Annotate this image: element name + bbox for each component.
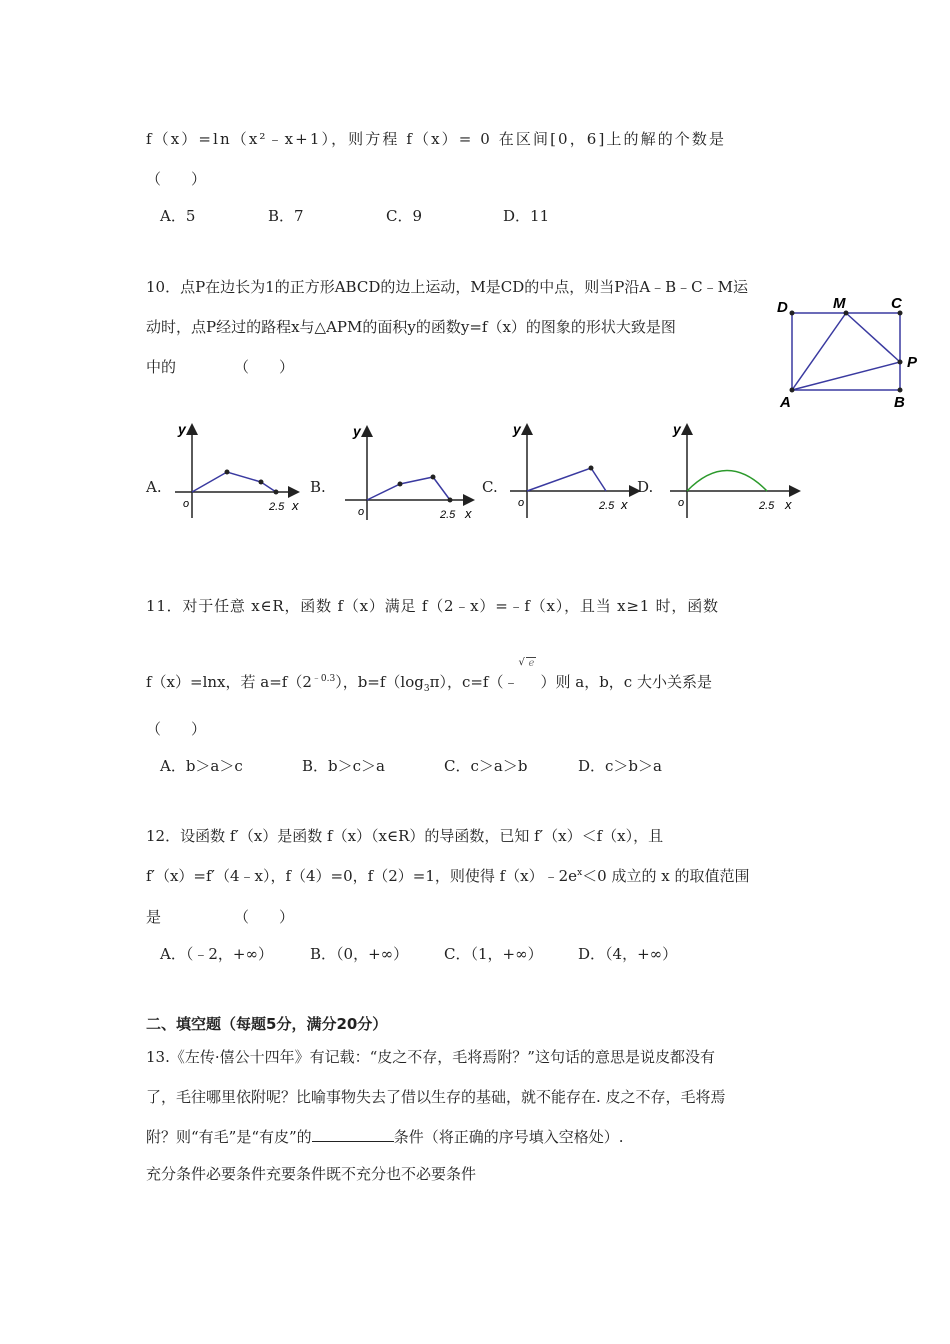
- q11-line1: 11．对于任意 x∈R，函数 f（x）满足 f（2﹣x）=﹣f（x），且当 x≥1 时，函数: [146, 597, 719, 615]
- label-b: B: [894, 394, 905, 411]
- graph-d-y: y: [673, 421, 681, 437]
- q9-paren: （ ）: [146, 170, 207, 188]
- label-a: A: [780, 394, 791, 411]
- q13-line3: [146, 1126, 623, 1147]
- q11-option-a: A．b＞a＞c: [160, 757, 243, 775]
- q11-line2: [146, 657, 712, 694]
- graph-b-y: y: [353, 423, 361, 439]
- root-radicand: e: [528, 658, 535, 669]
- q11-paren: （ ）: [146, 720, 207, 738]
- graph-d-x: x: [785, 497, 792, 512]
- square-outline: [792, 313, 900, 390]
- section2-heading: 二、填空题（每题5分，满分20分）: [146, 1015, 388, 1033]
- point-d: [790, 311, 795, 316]
- q11-line2-c: π），c=f（﹣: [429, 673, 519, 691]
- q11-line2-a: f（x）=lnx，若 a=f（2: [146, 673, 312, 691]
- q10-option-c: C.: [482, 478, 498, 496]
- graph-a-tick: 2.5: [269, 501, 285, 513]
- q9-option-d: D．11: [503, 207, 550, 225]
- q12-option-c: C．（1，+∞）: [444, 945, 543, 963]
- sqrt-e: √ e: [518, 657, 535, 669]
- graph-a-o: o: [183, 498, 190, 510]
- q12-line1: 12．设函数 f′（x）是函数 f（x）（x∈R）的导函数，已知 f′（x）＜f（x），且: [146, 827, 664, 845]
- q10-line2: 动时，点P经过的路程x与△APM的面积y的函数y=f（x）的图象的形状大致是图: [146, 318, 676, 336]
- graph-d: [660, 418, 810, 528]
- q12-line2-sup: x: [577, 868, 583, 878]
- graph-d-curve: [687, 471, 767, 492]
- q10-line3: 中的: [146, 358, 177, 376]
- square-figure: [775, 290, 935, 420]
- q13-line4: 充分条件必要条件充要条件既不充分也不必要条件: [146, 1165, 477, 1183]
- q13-line3-a: 附？则“有毛”是“有皮”的: [146, 1128, 312, 1146]
- q12-line2: [146, 865, 749, 886]
- graph-b-tick: 2.5: [440, 509, 456, 521]
- graph-c: [500, 418, 640, 528]
- q10-option-d: D.: [637, 478, 654, 496]
- graph-d-o: o: [678, 497, 685, 509]
- graph-a-y: y: [178, 421, 186, 437]
- q12-option-d: D．（4，+∞）: [578, 945, 678, 963]
- q13-line1: 13.《左传·僖公十四年》有记载：“皮之不存，毛将焉附？”这句话的意思是说皮都没有: [146, 1048, 715, 1066]
- graph-c-tick: 2.5: [599, 500, 615, 512]
- graph-c-curve: [527, 468, 606, 491]
- q11-line2-sup: ﹣0.3: [311, 674, 336, 684]
- q11-option-b: B．b＞c＞a: [302, 757, 385, 775]
- q9-option-c: C．9: [386, 207, 423, 225]
- q11-line2-sub: 3: [423, 684, 430, 694]
- q11-line2-d: ）则 a，b，c 大小关系是: [540, 673, 712, 691]
- answer-blank[interactable]: [312, 1127, 394, 1142]
- graph-c-x: x: [621, 497, 628, 512]
- q9-option-b: B．7: [268, 207, 304, 225]
- label-m: M: [833, 295, 846, 312]
- point-p: [898, 360, 903, 365]
- label-c: C: [891, 295, 902, 312]
- point-a: [790, 388, 795, 393]
- q13-line3-b: 条件（将正确的序号填入空格处）.: [393, 1128, 624, 1146]
- point-b: [898, 388, 903, 393]
- graph-b-curve: [367, 477, 450, 500]
- q10-option-a: A.: [146, 478, 162, 496]
- q11-line2-b: ），b=f（log: [335, 673, 424, 691]
- q12-line2-b: ＜0 成立的 x 的取值范围: [582, 867, 750, 885]
- graph-a-x: x: [292, 498, 299, 513]
- graph-c-y: y: [513, 421, 521, 437]
- q10-line1: 10．点P在边长为1的正方形ABCD的边上运动，M是CD的中点，则当P沿A﹣B﹣C﹣M运: [146, 278, 749, 296]
- q12-option-b: B．（0，+∞）: [310, 945, 409, 963]
- q9-line1: f（x）=ln（x²﹣x+1），则方程 f（x）= 0 在区间[0，6]上的解的个数是: [146, 130, 727, 148]
- graph-c-o: o: [518, 497, 525, 509]
- q9-option-a: A．5: [160, 207, 196, 225]
- q10-option-b: B.: [310, 478, 326, 496]
- q10-paren: （ ）: [234, 358, 295, 376]
- q12-option-a: A．（﹣2，+∞）: [160, 945, 273, 963]
- q12-line3: 是: [146, 908, 162, 926]
- graph-d-tick: 2.5: [759, 500, 775, 512]
- graph-b-x: x: [465, 506, 472, 521]
- q11-option-d: D．c＞b＞a: [578, 757, 662, 775]
- graph-b-o: o: [358, 506, 365, 518]
- graph-a: [165, 418, 305, 528]
- q12-line2-a: f′（x）=f′（4﹣x），f（4）=0，f（2）=1，则使得 f（x）﹣2e: [146, 867, 578, 885]
- label-d: D: [777, 299, 788, 316]
- q13-line2: 了，毛往哪里依附呢？比喻事物失去了借以生存的基础，就不能存在. 皮之不存，毛将焉: [146, 1088, 726, 1106]
- segment-mp: [846, 313, 900, 362]
- q12-paren: （ ）: [234, 908, 295, 926]
- label-p: P: [907, 354, 918, 371]
- q11-option-c: C．c＞a＞b: [444, 757, 528, 775]
- graph-b: [340, 420, 480, 530]
